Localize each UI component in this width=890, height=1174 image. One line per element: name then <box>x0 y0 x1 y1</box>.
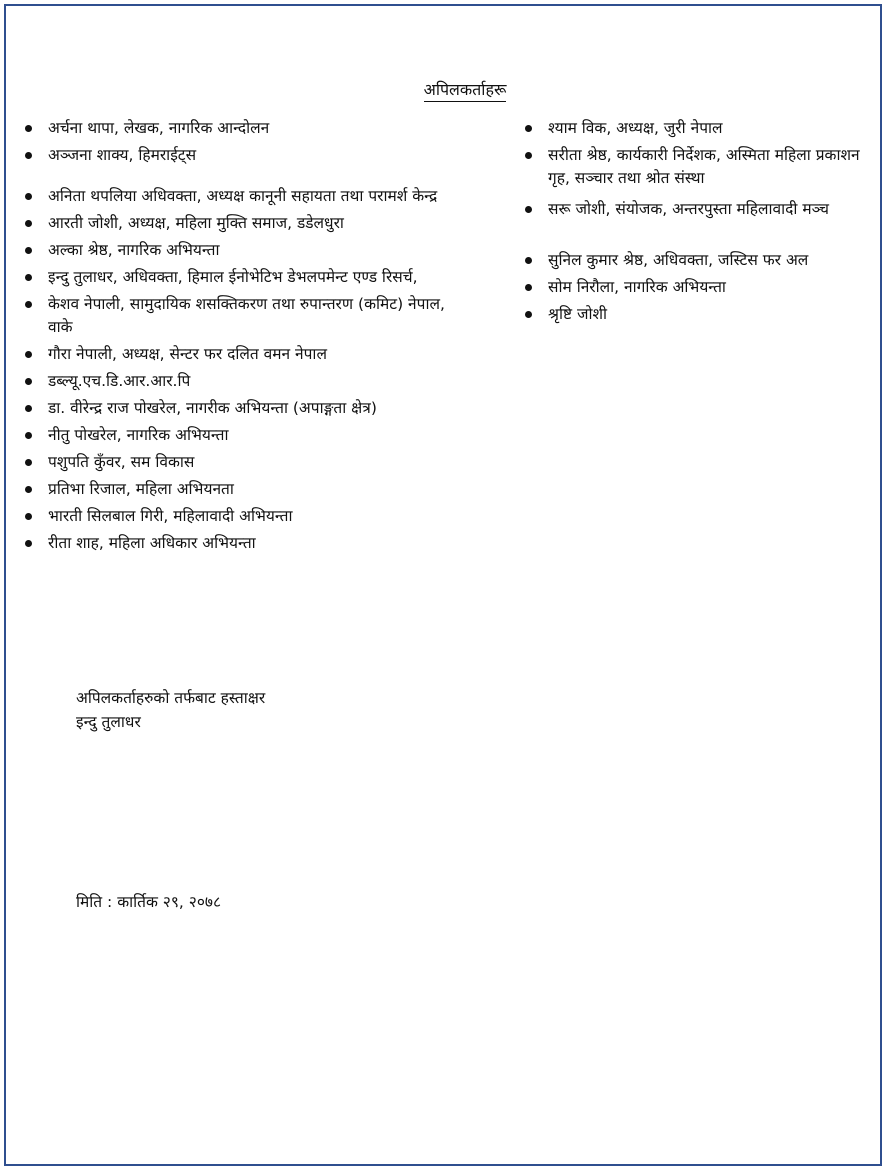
document-date: मिति : कार्तिक २९, २०७८ <box>76 893 222 911</box>
bullet-icon <box>525 257 532 264</box>
list-item <box>22 239 472 262</box>
list-item <box>22 117 472 140</box>
appellant-text: आरती जोशी, अध्यक्ष, महिला मुक्ति समाज, डडेलधुरा <box>48 214 344 232</box>
appellant-text: अञ्जना शाक्य, हिमराईट्स <box>48 146 197 164</box>
bullet-icon <box>25 459 32 466</box>
appellants-list-right <box>522 117 872 330</box>
appellant-text: डब्ल्यू.एच.डि.आर.आर.पि <box>48 372 191 390</box>
list-item <box>22 185 472 208</box>
appellant-text: श्याम विक, अध्यक्ष, जुरी नेपाल <box>548 119 723 137</box>
signatory-name: इन्दु तुलाधर <box>76 713 141 731</box>
bullet-icon <box>25 274 32 281</box>
bullet-icon <box>525 311 532 318</box>
list-item <box>22 293 472 339</box>
signature-caption: अपिलकर्ताहरुको तर्फबाट हस्ताक्षर <box>76 689 266 707</box>
list-item <box>22 370 472 393</box>
bullet-icon <box>525 206 532 213</box>
appellant-text: भारती सिलबाल गिरी, महिलावादी अभियन्ता <box>48 507 293 525</box>
list-item <box>22 424 472 447</box>
bullet-icon <box>25 378 32 385</box>
list-item <box>522 276 872 299</box>
list-item <box>522 117 872 140</box>
appellant-text: सुनिल कुमार श्रेष्ठ, अधिवक्ता, जस्टिस फर अल <box>548 251 809 269</box>
bullet-icon <box>25 193 32 200</box>
bullet-icon <box>25 432 32 439</box>
bullet-icon <box>525 152 532 159</box>
appellant-text: श्रृष्टि जोशी <box>548 305 608 323</box>
list-item <box>22 505 472 528</box>
list-item <box>22 532 472 555</box>
appellant-text: इन्दु तुलाधर, अधिवक्ता, हिमाल ईनोभेटिभ डेभलपमेन्ट एण्ड रिसर्च, <box>48 268 418 286</box>
bullet-icon <box>25 220 32 227</box>
bullet-icon <box>25 152 32 159</box>
bullet-icon <box>25 247 32 254</box>
bullet-icon <box>25 125 32 132</box>
heading <box>0 78 890 100</box>
list-item <box>22 212 472 235</box>
list-item <box>22 144 472 167</box>
list-item <box>22 266 472 289</box>
appellant-text: अल्का श्रेष्ठ, नागरिक अभियन्ता <box>48 241 220 259</box>
bullet-icon <box>25 405 32 412</box>
appellant-text: सरीता श्रेष्ठ, कार्यकारी निर्देशक, अस्मिता महिला प्रकाशन गृह, सञ्चार तथा श्रोत संस्था <box>548 146 860 187</box>
appellants-list-left <box>22 117 472 559</box>
appellant-text: डा. वीरेन्द्र राज पोखरेल, नागरीक अभियन्ता (अपाङ्गता क्षेत्र) <box>48 399 377 417</box>
heading-text: अपिलकर्ताहरू <box>424 80 507 102</box>
bullet-icon <box>25 486 32 493</box>
bullet-icon <box>25 540 32 547</box>
appellant-text: नीतु पोखरेल, नागरिक अभियन्ता <box>48 426 229 444</box>
list-item <box>22 397 472 420</box>
bullet-icon <box>525 284 532 291</box>
appellant-text: केशव नेपाली, सामुदायिक शसक्तिकरण तथा रुपान्तरण (कमिट) नेपाल, वाके <box>48 295 445 336</box>
appellant-text: प्रतिभा रिजाल, महिला अभियनता <box>48 480 234 498</box>
list-item <box>522 198 872 221</box>
appellant-text: सोम निरौला, नागरिक अभियन्ता <box>548 278 726 296</box>
appellant-text: अनिता थपलिया अधिवक्ता, अध्यक्ष कानूनी सहायता तथा परामर्श केन्द्र <box>48 187 438 205</box>
signature-block <box>76 686 265 734</box>
list-item <box>22 451 472 474</box>
list-item <box>22 478 472 501</box>
appellant-text: रीता शाह, महिला अधिकार अभियन्ता <box>48 534 256 552</box>
bullet-icon <box>25 513 32 520</box>
appellant-text: अर्चना थापा, लेखक, नागरिक आन्दोलन <box>48 119 270 137</box>
bullet-icon <box>25 351 32 358</box>
bullet-icon <box>25 301 32 308</box>
list-item <box>22 343 472 366</box>
list-item <box>522 303 872 326</box>
appellant-text: गौरा नेपाली, अध्यक्ष, सेन्टर फर दलित वमन नेपाल <box>48 345 327 363</box>
bullet-icon <box>525 125 532 132</box>
appellant-text: सरू जोशी, संयोजक, अन्तरपुस्ता महिलावादी मञ्च <box>548 200 830 218</box>
list-item <box>522 144 872 190</box>
appellant-text: पशुपति कुँवर, सम विकास <box>48 453 195 471</box>
list-item <box>522 249 872 272</box>
